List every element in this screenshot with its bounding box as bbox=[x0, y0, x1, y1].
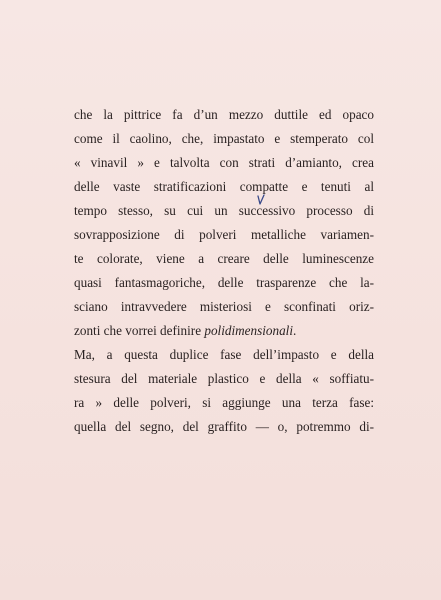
italic-term: polidimensionali bbox=[204, 323, 294, 338]
text-line-3: « vinavil » e talvolta con strati d’amianto, crea bbox=[74, 155, 374, 170]
pen-correction-mark bbox=[256, 193, 266, 207]
text-line-4: delle vaste stratificazioni compatte e tenuti al bbox=[74, 179, 374, 194]
text-line-14: quella del segno, del graffito — o, potremmo di- bbox=[74, 419, 374, 434]
text-line-10-start: zonti che vorrei definire bbox=[74, 323, 202, 338]
italic-term-period: . bbox=[293, 323, 297, 338]
text-line-7: te colorate, viene a creare delle luminescenze bbox=[74, 251, 374, 266]
text-line-11: Ma, a questa duplice fase dell’impasto e della bbox=[74, 347, 374, 362]
text-line-13: ra » delle polveri, si aggiunge una terza fase: bbox=[74, 395, 374, 410]
text-line-8: quasi fantasmagoriche, delle trasparenze che la- bbox=[74, 275, 374, 290]
text-line-12: stesura del materiale plastico e della « soffiatu- bbox=[74, 371, 374, 386]
text-line-2: come il caolino, che, impastato e stemperato col bbox=[74, 131, 374, 146]
text-line-6: sovrapposizione di polveri metalliche variamen- bbox=[74, 227, 374, 242]
text-line-5: tempo stesso, su cui un successivo processo di bbox=[74, 203, 374, 218]
text-line-1: che la pittrice fa d’un mezzo duttile ed opaco bbox=[74, 107, 374, 122]
text-line-9: sciano intravvedere misteriosi e sconfinati oriz- bbox=[74, 299, 374, 314]
text-line-10 bbox=[74, 319, 374, 343]
